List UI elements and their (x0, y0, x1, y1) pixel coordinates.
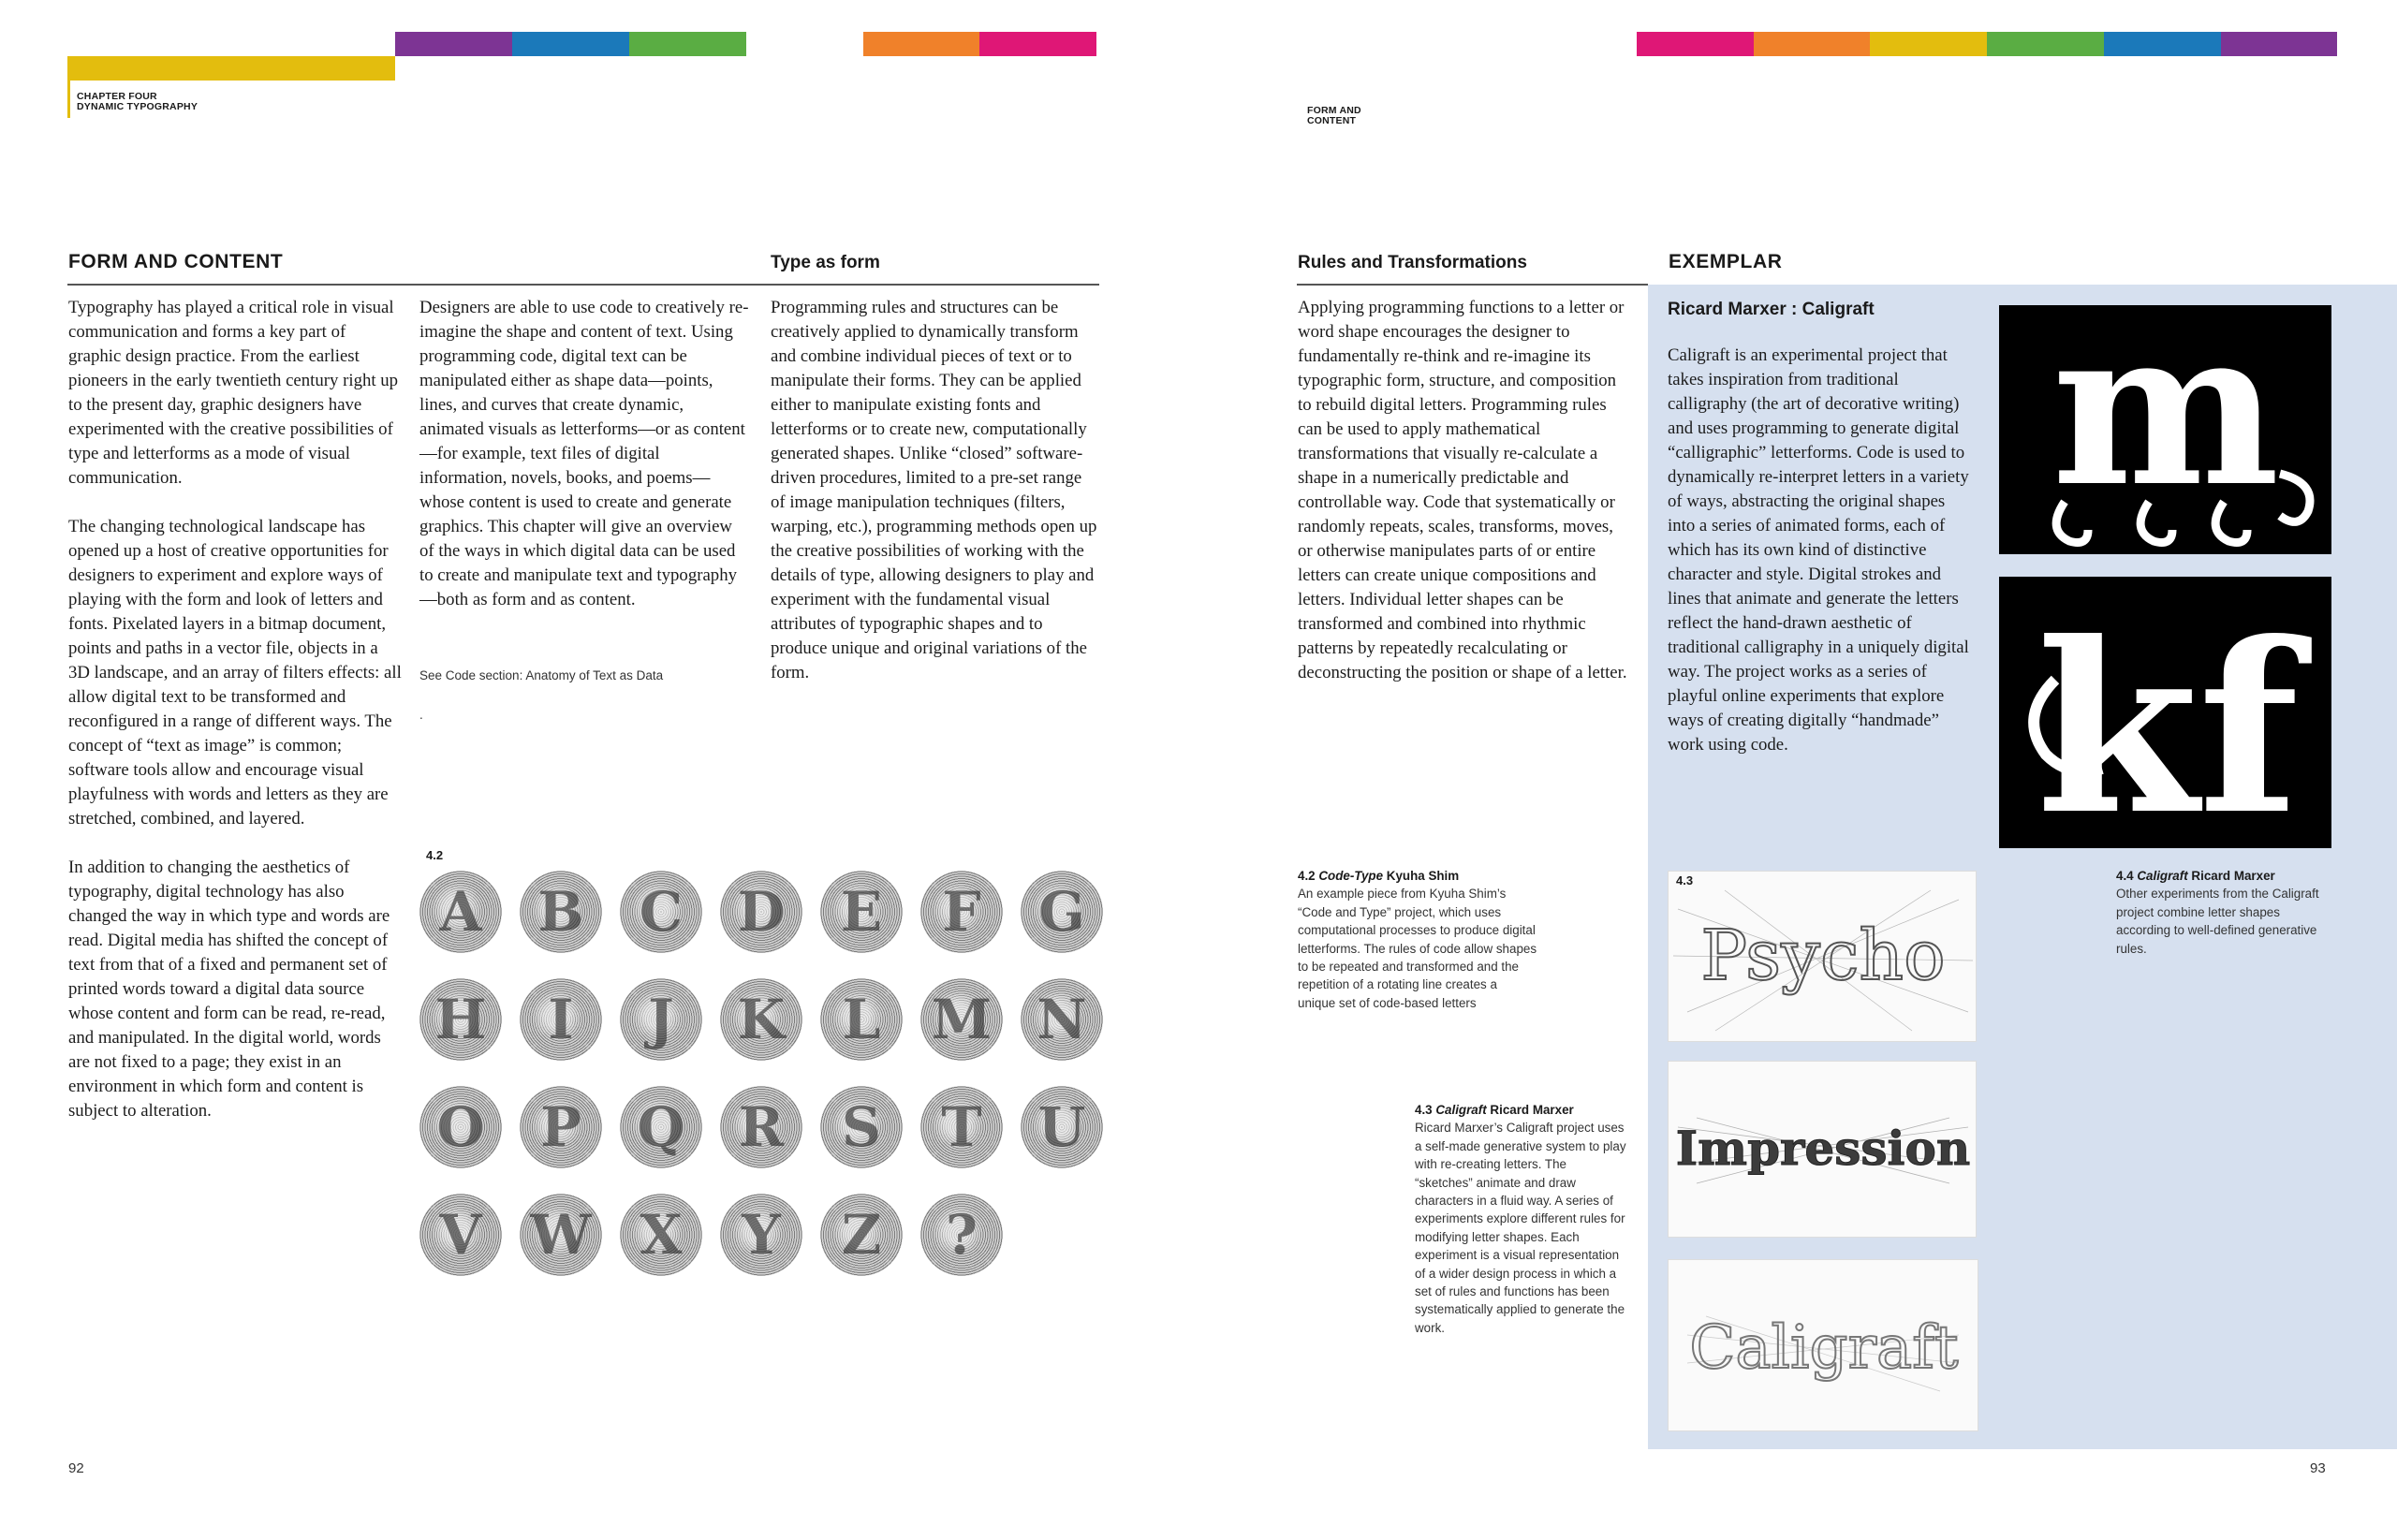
caption-number: 4.3 (1415, 1103, 1433, 1117)
letter-glyph: S (842, 1095, 881, 1159)
letter-circle (419, 978, 502, 1061)
figure-label-4-3: 4.3 (1676, 873, 1694, 887)
caption-title (1415, 1101, 1626, 1119)
letter-glyph: V (439, 1203, 482, 1267)
exemplar-subheading: Ricard Marxer : Caligraft (1668, 300, 1875, 319)
caption-text: An example piece from Kyuha Shim’s “Code and Type” project, which uses computational processes to produce digital letterforms. The rules of code allow shapes to be repeated and transformed and the repetition of a rotating line creates a unique set of code-based letters (1298, 887, 1537, 1010)
letter-glyph: W (530, 1203, 592, 1267)
letter-circle (720, 1086, 802, 1168)
letter-circle (620, 1086, 702, 1168)
letter-circle (920, 978, 1003, 1061)
sketch-caligraft-word: Caligraft (1689, 1313, 1959, 1383)
letter-circle (1021, 871, 1103, 953)
figure-4-3-image-impression (1668, 1061, 1977, 1238)
running-head-chapter-title: DYNAMIC TYPOGRAPHY (77, 101, 199, 112)
letter-circle (820, 1086, 903, 1168)
letter-circle (820, 871, 903, 953)
running-head-chapter: CHAPTER FOUR (77, 91, 157, 102)
color-bar-purple-left (395, 32, 512, 56)
letter-circle (620, 1194, 702, 1276)
running-head-section-line2: CONTENT (1307, 115, 1357, 126)
letter-circle (920, 1086, 1003, 1168)
running-head-right (1307, 106, 1361, 126)
letter-glyph: H (434, 988, 487, 1051)
letter-glyph: R (738, 1095, 785, 1159)
letter-circle (720, 871, 802, 953)
letter-glyph: ? (946, 1203, 978, 1267)
sketch-impression-word: Impression (1675, 1121, 1971, 1176)
caption-author: Ricard Marxer (1490, 1103, 1574, 1117)
letter-glyph: P (540, 1095, 581, 1159)
figure-4-4-image-m (1999, 305, 2331, 554)
color-bar-magenta-right (1637, 32, 1754, 56)
heading-form-and-content: FORM AND CONTENT (68, 251, 284, 272)
letter-glyph: E (840, 880, 883, 944)
color-bar-green-left (629, 32, 746, 56)
body-column-2 (419, 296, 749, 612)
letter-circle (920, 871, 1003, 953)
caption-author: Ricard Marxer (2191, 869, 2275, 883)
caption-title (1298, 867, 1537, 885)
letter-glyph: Z (841, 1203, 882, 1267)
figure-4-3-image-psycho (1668, 871, 1977, 1042)
sketch-psycho-word: Psycho (1700, 916, 1946, 996)
color-bar-yellow-left (67, 56, 395, 81)
see-code-reference: See Code section: Anatomy of Text as Data (419, 668, 664, 682)
running-head-left (67, 81, 198, 118)
letter-circle (520, 1086, 602, 1168)
paragraph: Designers are able to use code to creatively re-imagine the shape and content of text. Using programming code, digital text can be manipulated either as shape data—points, lines, and curves that create dynamic, animated visuals as letterforms—or as content—for example, text files of digital information, novels, books, and poems—whose content is used to create and generate graphics. This chapter will give an overview of the ways in which digital data can be used to create and manipulate text and typography—both as form and as content. (419, 298, 749, 609)
color-bar-orange-left (863, 32, 979, 56)
caption-text: Other experiments from the Caligraft project combine letter shapes according to well-defined generative rules. (2116, 887, 2319, 956)
letter-circle (920, 1194, 1003, 1276)
caption-4-2 (1298, 867, 1537, 1012)
letter-circle (520, 871, 602, 953)
heading-exemplar: EXEMPLAR (1669, 251, 1783, 272)
letter-glyph: M (931, 988, 993, 1051)
letter-glyph: A (439, 880, 482, 944)
paragraph: In addition to changing the aesthetics of typography, digital technology has also changed the way in which type and words are read. Digital media has shifted the concept of text from that of a fixed and permanent set of printed words toward a digital data source whose content and form can be read, re-read, and manipulated. In the digital world, words are not fixed to a page; they exist in an environment in which form and content is subject to alteration. (68, 858, 390, 1121)
letter-glyph: X (640, 1203, 683, 1267)
sketch-impression-graphic (1669, 1062, 1977, 1238)
letter-glyph: T (941, 1095, 982, 1159)
letter-circle (720, 1194, 802, 1276)
page-number-right: 93 (2310, 1460, 2326, 1476)
color-bar-magenta-left (979, 32, 1096, 56)
letter-glyph: U (1037, 1095, 1086, 1159)
letter-glyph: D (737, 880, 786, 944)
paragraph: Typography has played a critical role in visual communication and forms a key part of graphic design practice. From the earliest pioneers in the early twentieth century right up to the present day, graphic designers have experimented with the creative possibilities of type and letterforms as a mode of visual communication. (68, 298, 399, 488)
letter-circle (820, 978, 903, 1061)
letter-glyph: B (537, 880, 584, 944)
color-bar-purple-right (2221, 32, 2337, 56)
paragraph: Applying programming functions to a letter or word shape encourages the designer to fundamentally re-think and re-imagine its typographic form, structure, and composition to rebuild digital letters. Programming rules can be used to apply mathematical transformations that visually re-calculate a shape in a numerically predictable and controllable way. Code that systematically or randomly repeats, scales, transforms, moves, or otherwise manipulates parts of or entire letters can create unique compositions and letters. Individual letter shapes can be transformed and combined into rhythmic patterns by repeatedly recalculating or deconstructing the position or shape of a letter. (1298, 298, 1627, 682)
letter-circle (520, 1194, 602, 1276)
paragraph: Programming rules and structures can be creatively applied to dynamically transform and combine individual pieces of text or to manipulate their forms. They can be applied either to manipulate existing fonts and letterforms or to create new, computationally generated shapes. Unlike “closed” software-driven procedures, limited to a pre-set range of image manipulation techniques (filters, warping, etc.), programming methods open up the creative possibilities of working with the details of type, allowing designers to play and experiment with the fundamental visual attributes of typographic shapes and to produce unique and original variations of the form. (771, 298, 1097, 682)
letter-glyph: Y (742, 1203, 781, 1267)
figure-label-4-2: 4.2 (426, 848, 444, 862)
body-column-3 (771, 296, 1100, 685)
caption-author: Kyuha Shim (1386, 869, 1460, 883)
letter-glyph: K (737, 988, 786, 1051)
letter-circle (820, 1194, 903, 1276)
calligraphic-kf-letters: kf (2036, 591, 2300, 848)
letter-glyph: F (942, 880, 981, 944)
color-bar-orange-right (1754, 32, 1870, 56)
letter-circle (419, 1086, 502, 1168)
figure-4-4-image-kf (1999, 577, 2331, 848)
caption-number: 4.4 (2116, 869, 2134, 883)
body-column-1 (68, 296, 402, 1123)
figure-4-2-letter-grid (419, 871, 1097, 1279)
heading-type-as-form: Type as form (771, 253, 880, 272)
heading-rules-and-transformations: Rules and Transformations (1298, 253, 1527, 272)
color-bar-blue-right (2104, 32, 2221, 56)
paragraph: The changing technological landscape has opened up a host of creative opportunities for designers to experiment and explore ways of playing with the form and look of letters and fonts. Pixelated layers in a bitmap document, points and paths in a vector file, objects in a 3D landscape, and an array of filters effects: all allow digital text to be transformed and reconfigured in a range of different ways. The concept of “text as image” is common; software tools allow and encourage visual playfulness with words and letters as they are stretched, combined, and layered. (68, 517, 402, 829)
caption-work-title: Code-Type (1318, 869, 1384, 883)
letter-glyph: G (1038, 880, 1085, 944)
letter-glyph: O (436, 1095, 485, 1159)
letter-circle (1021, 978, 1103, 1061)
body-rules-and-transformations (1298, 296, 1627, 685)
letter-circle (620, 978, 702, 1061)
letter-glyph: L (842, 988, 881, 1051)
stray-period: . (419, 708, 423, 722)
letter-circle (520, 978, 602, 1061)
letter-circle (620, 871, 702, 953)
color-bar-yellow-right (1870, 32, 1987, 56)
calligraphic-m-letter: m (2051, 305, 2280, 535)
letter-circle (419, 1194, 502, 1276)
caption-4-4 (2116, 867, 2328, 958)
letter-glyph: N (1037, 988, 1087, 1051)
letter-circle (720, 978, 802, 1061)
caption-number: 4.2 (1298, 869, 1316, 883)
calligraphic-kf-graphic (1999, 577, 2331, 848)
letter-glyph: C (639, 880, 684, 944)
letter-glyph: J (648, 988, 674, 1051)
paragraph: Caligraft is an experimental project that takes inspiration from traditional calligraphy (the art of decorative writing) and uses programming to generate digital “calligraphic” letterforms. Code is used to dynamically re-interpret letters in a variety of ways, abstracting the original shapes into a series of animated forms, each of which has its own kind of distinctive character and style. Digital strokes and lines that animate and generate the letters reflect the hand-drawn aesthetic of traditional calligraphy in a uniquely digital way. The project works as a series of playful online experiments that explore ways of creating digitally “handmade” work using code. (1668, 345, 1969, 755)
heading-rule-left (67, 284, 1099, 286)
letter-circle (1021, 1086, 1103, 1168)
caption-title (2116, 867, 2328, 885)
figure-4-3-image-caligraft (1668, 1259, 1978, 1431)
letter-glyph: I (548, 988, 574, 1051)
color-bar-green-right (1987, 32, 2104, 56)
caption-work-title: Caligraft (1435, 1103, 1487, 1117)
sketch-psycho-graphic (1669, 872, 1977, 1042)
heading-rule-right (1297, 284, 1648, 286)
letter-glyph: Q (637, 1095, 685, 1159)
color-bar-blue-left (512, 32, 629, 56)
page-number-left: 92 (68, 1460, 84, 1476)
letter-circle (419, 871, 502, 953)
running-head-section-line1: FORM AND (1307, 105, 1361, 116)
caption-4-3 (1415, 1101, 1626, 1337)
caption-work-title: Caligraft (2137, 869, 2188, 883)
exemplar-body (1668, 344, 1971, 757)
caption-text: Ricard Marxer’s Caligraft project uses a self-made generative system to play with re-creating letters. The “sketches” animate and draw characters in a fluid way. A series of experiments explore different rules for modifying letter shapes. Each experiment is a visual representation of a wider design process in which a set of rules and functions has been systematically applied to generate the work. (1415, 1121, 1626, 1335)
sketch-caligraft-graphic (1669, 1260, 1978, 1431)
calligraphic-m-graphic (1999, 305, 2331, 554)
